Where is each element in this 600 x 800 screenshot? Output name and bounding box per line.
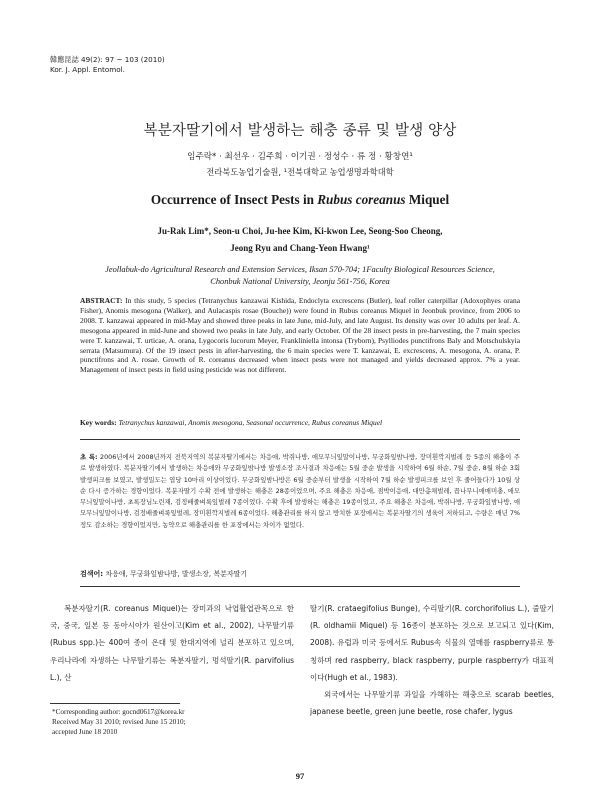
received-dates: Received May 31 2010; revised June 15 2010; bbox=[52, 717, 186, 726]
keywords bbox=[80, 418, 520, 427]
body-paragraph: 외국에서는 나무딸기류 과일을 가해하는 해충으로 scarab beetles, japanese beetle, green june beetle, rose chafer, lygus bbox=[310, 690, 554, 717]
korean-keywords bbox=[80, 569, 520, 579]
english-authors bbox=[0, 223, 600, 257]
english-title-suffix: Miquel bbox=[405, 192, 450, 207]
body-divider bbox=[80, 586, 520, 587]
journal-name: Kor. J. Appl. Entomol. bbox=[50, 65, 125, 74]
english-title-species: Rubus coreanus bbox=[317, 192, 406, 207]
english-title-prefix: Occurrence of Insect Pests in bbox=[150, 192, 318, 207]
footnote bbox=[52, 708, 186, 737]
body-paragraph: 복분자딸기(R. coreanus Miquel)는 장미과의 낙엽활엽관목으로 한국, 중국, 일본 등 동아시아가 원산이고(Kim et al., 2002), 나무딸기류(Rubus spp.)는 400여 종이 온대 및 한대지역에 널리 분포하고 있으며, 우리나라에 자생하는 나무딸기류는 복분자딸기, 멍석딸기(R. parvifolius L.), 산 bbox=[50, 604, 294, 682]
body-column-left bbox=[50, 600, 294, 686]
corresponding-author: *Corresponding author: gocnd0617@korea.kr bbox=[52, 708, 185, 716]
english-affiliation-line1: Jeollabuk-do Agricultural Research and Extension Services, Iksan 570-704; 1Faculty Biological Resources Science, bbox=[105, 265, 495, 274]
abstract bbox=[80, 296, 520, 375]
korean-abstract bbox=[80, 452, 520, 531]
keywords-label: Key words: bbox=[80, 418, 117, 427]
english-title bbox=[0, 192, 600, 208]
body-paragraph: 딸기(R. crataegifolius Bunge), 수리딸기(R. corchorifolius L.), 줄딸기(R. oldhamii Miquel) 등 16종이 분포하는 것으로 보고되고 있다(Kim, 2008). 유럽과 미국 등에서도 Rubus속 식물의 열매를 raspberry류로 통칭하며 red raspberry, black raspberry, purple raspberry가 대표적이다(Hugh et al., 1983). bbox=[310, 604, 554, 682]
korean-title: 복분자딸기에서 발생하는 해충 종류 및 발생 양상 bbox=[143, 123, 457, 139]
section-divider bbox=[80, 439, 520, 440]
keywords-text: Tetranychus kanzawai, Anomis mesogona, Seasonal occurrence, Rubus coreanus Miquel bbox=[116, 418, 383, 427]
body-column-right bbox=[310, 600, 554, 720]
korean-affiliation: 전라북도농업기술원, ¹전북대학교 농업생명과학대학 bbox=[206, 167, 394, 177]
korean-abstract-label: 초 록: bbox=[80, 453, 98, 461]
page-number: 97 bbox=[295, 771, 305, 781]
journal-citation: 韓應昆誌 49(2): 97 ~ 103 (2010) bbox=[50, 55, 165, 64]
abstract-label: ABSTRACT: bbox=[80, 296, 123, 305]
korean-keywords-text: 차응애, 무궁화잎밤나방, 발생소장, 복분자딸기 bbox=[103, 570, 248, 578]
english-affiliation-line2: Chonbuk National University, Jeonju 561-756, Korea bbox=[210, 277, 390, 286]
journal-header bbox=[50, 55, 165, 75]
english-authors-line2: Jeong Ryu and Chang-Yeon Hwang¹ bbox=[230, 243, 370, 253]
footnote-rule bbox=[50, 703, 180, 704]
english-authors-line1: Ju-Rak Lim*, Seon-u Choi, Ju-hee Kim, Ki-kwon Lee, Seong-Soo Cheong, bbox=[157, 226, 443, 236]
korean-authors: 임주락* · 최선우 · 김주희 · 이기권 · 정성수 · 류 정 · 황창연¹ bbox=[187, 152, 413, 162]
korean-keywords-label: 검색어: bbox=[80, 570, 104, 578]
english-affiliation bbox=[45, 264, 555, 288]
abstract-text: In this study, 5 species (Tetranychus kanzawai Kishida, Endoclyta excrescens (Butler), leaf roller caterpillar (Adoxophyes orana Fisher), Anomis mesogona (Walker), and Aulacaspis rosae (Bouche)) were found in Rubus coreanus Miquel in Jeonbuk province, from 2006 to 2008. T. kanzawai appeared in mid-May and showed three peaks in late June, mid-July, and late August. Its density was over 10 adults per leaf. A. mesogona appeared in mid-June and showed two peaks in late July, and early October. Of the 28 insect pests in pre-harvesting, the 7 main species were T. kanzawai, T. urticae, A. orana, Lygocoris lucorum Meyer, Frankliniella intonsa (Tryborn), Psylliodes punctifrons Baly and Motschulskyia serrata (Matsumura). Of the 19 insect pests in after-harvesting, the 6 main species were T. kanzawai, E. excrescens, A. mesogona, A. orana, P. punctifrons and A. rosae. Growth of R. coreanus decreased when insect pests were not managed and yields decreased approx. 7% a year. Management of insect pests in field using pesticide was not different. bbox=[80, 296, 520, 375]
korean-abstract-text: 2006년에서 2008년까지 전북지역의 복분자딸기에서는 차응애, 박쥐나방, 애모무늬잎말이나방, 무궁화잎밤나방, 장미흰깍지벌레 등 5종의 해충이 주로 발생하였다. 복분자딸기에서 발생하는 차응애와 무궁화잎밤나방 발생소장 조사결과 차응애는 5월 중순 발생을 시작하여 6월 하순, 7월 중순, 8월 하순 3회 발생피크를 보였고, 발생밀도는 엽당 10마리 이상이었다. 무궁화잎밤나방은 6월 중순부터 발생을 시작하여 7월 하순 발생피크를 보인 후 줄어들다가 10월 상순 다시 증가하는 경향이었다. 복분자딸기 수확 전에 발생하는 해충은 28종이었으며, 주요 해충은 차응애, 점박이응애, 대만총채벌레, 꼽나무니애매미충, 애모무늬잎말이나방, 초록장님노린재, 검정배줄벼룩잎벌레 7종이었다. 수확 후에 발생하는 해충은 19종이었고, 주요 해충은 차응애, 박쥐나방, 무궁화잎밤나방, 애모무늬잎말이나방, 검정배줄벼룩잎벌레, 장미흰깍지벌레 6종이었다. 해충관리를 하지 않고 방치한 포장에서는 복분자딸기의 생육이 저하되고, 수량은 매년 7%정도 감소하는 경향이었지만, 농약으로 해충관리를 한 포장에서는 차이가 없었다. bbox=[80, 453, 520, 529]
accepted-date: accepted June 18 2010 bbox=[52, 727, 118, 736]
